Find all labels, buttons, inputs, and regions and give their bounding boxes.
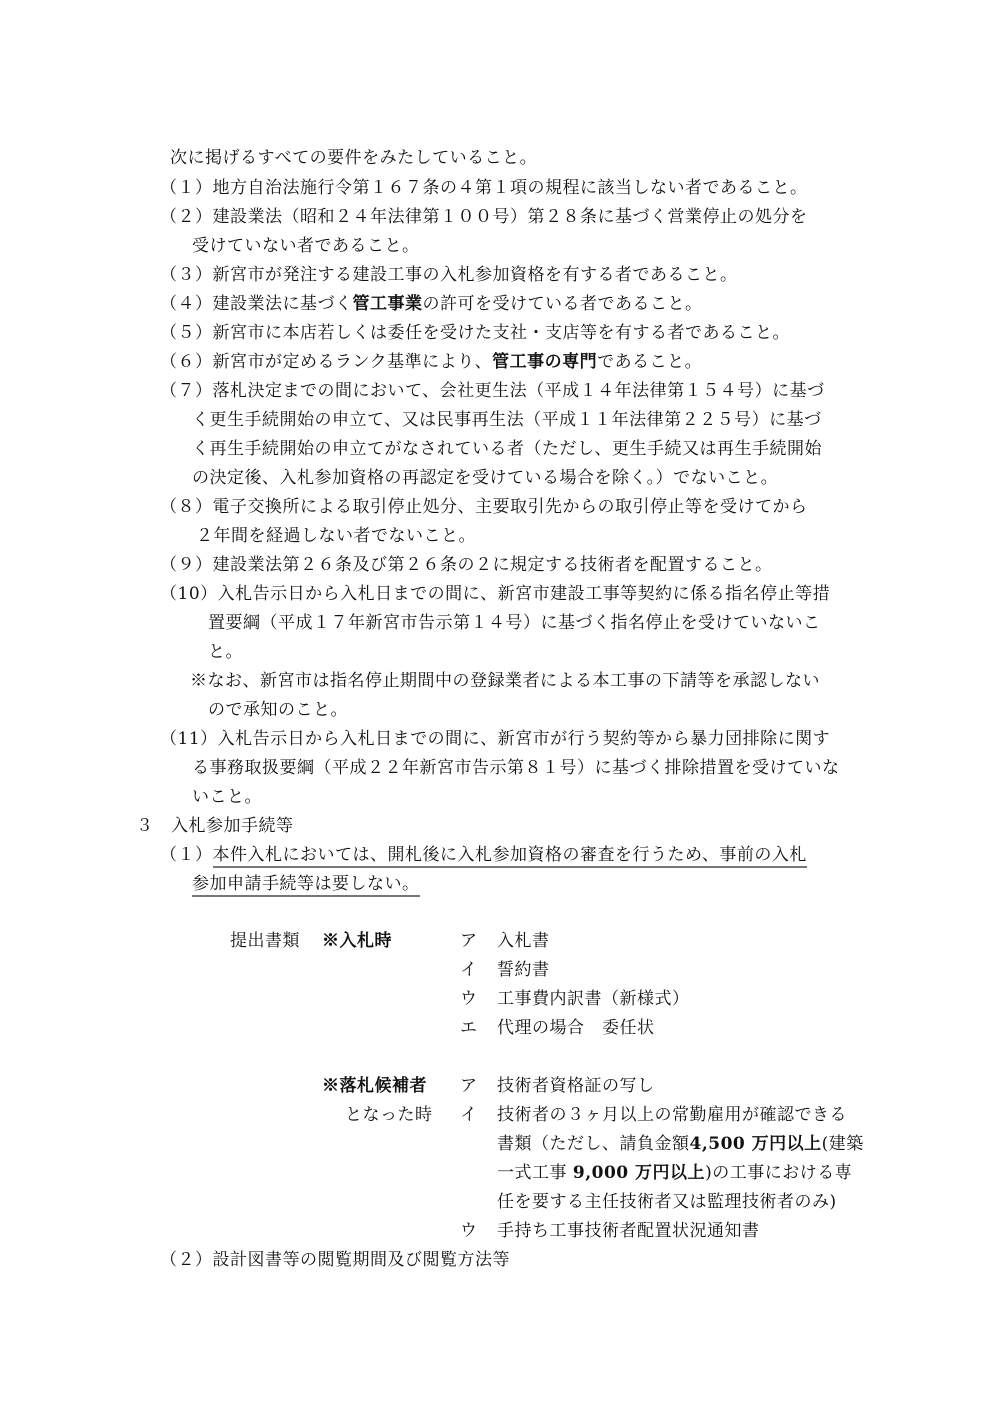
candidate-item-b-amount: 4,500 万円以上 <box>689 1134 822 1154</box>
candidate-label-bold: ※落札候補者 <box>322 1076 427 1096</box>
requirement-6-bold: 管工事の専門 <box>492 352 598 372</box>
requirement-4 <box>160 292 703 316</box>
requirement-1: （１）地方自治法施行令第１６７条の４第１項の規程に該当しない者であること。 <box>160 178 808 198</box>
requirement-10-line-3: と。 <box>208 642 243 662</box>
candidate-item-b-line-3-post: )の工事における専 <box>705 1163 853 1183</box>
requirement-10-line-1: （10）入札告示日から入札日までの間に、新宮市建設工事等契約に係る指名停止等措 <box>160 584 831 604</box>
bid-item-mark: ア <box>460 931 478 951</box>
requirement-7-line-1: （７）落札決定までの間において、会社更生法（平成１４年法律第１５４号）に基づ <box>160 381 825 401</box>
bid-item-mark: エ <box>460 1018 478 1038</box>
section-3-item-2: （２）設計図書等の閲覧期間及び閲覧方法等 <box>160 1250 510 1270</box>
requirement-4-bold: 管工事業 <box>352 294 423 314</box>
requirement-5: （５）新宮市に本店若しくは委任を受けた支社・支店等を有する者であること。 <box>160 323 790 343</box>
requirement-6-pre: （６）新宮市が定めるランク基準により、 <box>160 352 493 372</box>
requirement-2-line-1: （２）建設業法（昭和２４年法律第１００号）第２８条に基づく営業停止の処分を <box>160 207 808 227</box>
requirement-4-post: の許可を受けている者であること。 <box>422 294 703 314</box>
intro-text: 次に掲げるすべての要件をみたしていること。 <box>170 148 538 168</box>
bid-item-text: 代理の場合 委任状 <box>497 1018 655 1038</box>
candidate-item-c-text: 手持ち工事技術者配置状況通知書 <box>497 1221 760 1241</box>
bid-item-mark: ウ <box>460 989 478 1009</box>
bid-item-mark: イ <box>460 960 478 980</box>
candidate-item-a-text: 技術者資格証の写し <box>497 1076 655 1096</box>
requirement-7-line-3: く再生手続開始の申立てがなされている者（ただし、更生手続又は再生手続開始 <box>192 439 822 459</box>
candidate-item-b-line-4: 任を要する主任技術者又は監理技術者のみ) <box>497 1192 837 1212</box>
note-line-2: ので承知のこと。 <box>208 700 348 720</box>
requirement-10-line-2: 置要綱（平成１７年新宮市告示第１４号）に基づく指名停止を受けていないこ <box>208 613 821 633</box>
requirement-11-line-1: （11）入札告示日から入札日までの間に、新宮市が行う契約等から暴力団排除に関す <box>160 729 831 749</box>
candidate-item-a-mark: ア <box>460 1076 478 1096</box>
requirement-7-line-2: く更生手続開始の申立て、又は民事再生法（平成１１年法律第２２５号）に基づ <box>192 410 822 430</box>
candidate-item-b-line-3 <box>497 1161 852 1185</box>
section-3-item-1-text: 本件入札においては、開札後に入札参加資格の審査を行うため、事前の入札 <box>213 845 807 868</box>
bid-item-text: 入札書 <box>497 931 550 951</box>
bid-time-label: ※入札時 <box>322 931 392 951</box>
section-3-heading: ３ 入札参加手続等 <box>136 816 294 836</box>
requirement-8-line-2: ２年間を経過しない者でないこと。 <box>196 526 476 546</box>
requirement-8-line-1: （８）電子交換所による取引停止処分、主要取引先からの取引停止等を受けてから <box>160 497 808 517</box>
candidate-item-b-mark: イ <box>460 1105 478 1125</box>
requirement-2-line-2: 受けていない者であること。 <box>192 236 420 256</box>
documents-label: 提出書類 <box>230 931 300 951</box>
candidate-item-b-line-2-post: (建築 <box>821 1134 864 1154</box>
bid-item-text: 工事費内訳書（新様式） <box>497 989 690 1009</box>
candidate-item-b-line-3-pre: 一式工事 <box>497 1163 573 1183</box>
section-3-item-1-line-1 <box>160 843 807 867</box>
candidate-item-b-line-2-pre: 書類（ただし、請負金額 <box>497 1134 690 1154</box>
section-3-item-1-text-cont: 参加申請手続等は要しない。 <box>192 874 420 897</box>
requirement-11-line-3: いこと。 <box>192 787 262 807</box>
requirement-6-post: であること。 <box>597 352 703 372</box>
requirement-6 <box>160 350 702 374</box>
requirement-7-line-4: の決定後、入札参加資格の再認定を受けている場合を除く。）でないこと。 <box>192 468 779 488</box>
candidate-label-line-1 <box>322 1074 427 1098</box>
section-3-item-1-number: （１） <box>160 845 213 865</box>
section-3-item-1-line-2 <box>192 872 420 896</box>
bid-item-text: 誓約書 <box>497 960 550 980</box>
requirement-11-line-2: る事務取扱要綱（平成２２年新宮市告示第８１号）に基づく排除措置を受けていな <box>192 758 840 778</box>
requirement-3: （３）新宮市が発注する建設工事の入札参加資格を有する者であること。 <box>160 265 738 285</box>
note-line-1: ※なお、新宮市は指名停止期間中の登録業者による本工事の下請等を承認しない <box>190 671 820 691</box>
requirement-4-pre: （４）建設業法に基づく <box>160 294 353 314</box>
candidate-item-b-line-2 <box>497 1132 864 1156</box>
candidate-label-line-2: となった時 <box>345 1105 433 1125</box>
candidate-item-c-mark: ウ <box>460 1221 478 1241</box>
requirement-9: （９）建設業法第２６条及び第２６条の２に規定する技術者を配置すること。 <box>160 555 773 575</box>
candidate-item-b-amount-2: 9,000 万円以上 <box>572 1163 706 1183</box>
candidate-item-b-line-1: 技術者の３ヶ月以上の常勤雇用が確認できる <box>497 1105 847 1125</box>
